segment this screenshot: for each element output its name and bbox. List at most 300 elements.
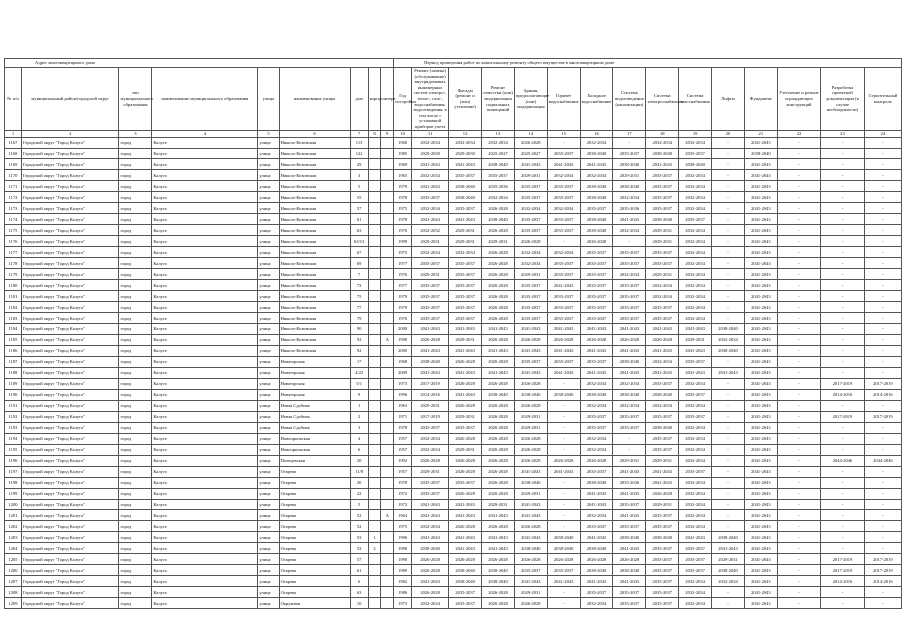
cell-period: - bbox=[864, 247, 901, 258]
cell-period: 2026-2028 bbox=[449, 455, 482, 466]
cell-id: 1206 bbox=[5, 565, 22, 576]
cell-id: 1205 bbox=[5, 554, 22, 565]
cell-period: - bbox=[547, 411, 580, 422]
cell-period: 2017-2019 bbox=[864, 554, 901, 565]
cell-period: 2026-2028 bbox=[482, 225, 515, 236]
cell-period: - bbox=[821, 192, 864, 203]
cell-period: 2017-2019 bbox=[821, 411, 864, 422]
cell-st: улица bbox=[258, 214, 279, 225]
cell-st: улица bbox=[258, 499, 279, 510]
cell-period: 2032-2034 bbox=[712, 334, 745, 345]
cell-period: 2035-2037 bbox=[412, 313, 449, 324]
cell-year: 2009 bbox=[394, 367, 412, 378]
cell-period: 2041-2043 bbox=[646, 159, 679, 170]
cell-period: 2038-2040 bbox=[613, 159, 646, 170]
cell-period: 2035-2037 bbox=[412, 302, 449, 313]
cell-id: 1188 bbox=[5, 367, 22, 378]
cell-period: - bbox=[821, 433, 864, 444]
cell-period: 2038-2040 bbox=[514, 389, 547, 400]
cell-period: 2026-2028 bbox=[482, 521, 515, 532]
column-number: 13 bbox=[482, 130, 515, 137]
cell-period: - bbox=[547, 378, 580, 389]
cell-period: 2035-2037 bbox=[482, 170, 515, 181]
cell-period: 2026-2028 bbox=[514, 455, 547, 466]
cell-lit bbox=[381, 554, 394, 565]
column-number: 14 bbox=[514, 130, 547, 137]
cell-period: - bbox=[712, 433, 745, 444]
cell-period: 2035-2037 bbox=[613, 148, 646, 159]
cell-name: Калуга bbox=[152, 422, 258, 433]
cell-k bbox=[368, 455, 381, 466]
cell-period: 2026-2028 bbox=[482, 356, 515, 367]
cell-year: 1996 bbox=[394, 389, 412, 400]
cell-k bbox=[368, 302, 381, 313]
cell-period: - bbox=[777, 334, 820, 345]
cell-period: 2032-2034 bbox=[412, 203, 449, 214]
cell-period: 2026-2028 bbox=[580, 334, 613, 345]
cell-street: Николо-Козинская bbox=[279, 225, 350, 236]
cell-house: 52 bbox=[350, 521, 368, 532]
cell-k bbox=[368, 203, 381, 214]
table-row bbox=[5, 269, 902, 280]
cell-year: 1989 bbox=[394, 565, 412, 576]
cell-period: - bbox=[821, 214, 864, 225]
column-number: 5 bbox=[258, 130, 279, 137]
cell-period: 2041-2043 bbox=[613, 510, 646, 521]
cell-type: город bbox=[119, 587, 152, 598]
cell-period: 2032-2034 bbox=[679, 576, 712, 587]
cell-period: 2035-2037 bbox=[613, 499, 646, 510]
cell-period: 2032-2034 bbox=[679, 170, 712, 181]
cell-mun: Городской округ "Город Калуга" bbox=[21, 269, 119, 280]
column-header: № п/п bbox=[5, 68, 22, 131]
cell-period: 2032-2034 bbox=[613, 378, 646, 389]
cell-period: 2038-2040 bbox=[613, 356, 646, 367]
column-number: 19 bbox=[679, 130, 712, 137]
cell-period: 2035-2037 bbox=[613, 280, 646, 291]
column-number: 10 bbox=[394, 130, 412, 137]
cell-k bbox=[368, 510, 381, 521]
cell-st: улица bbox=[258, 488, 279, 499]
cell-street: Огарева bbox=[279, 510, 350, 521]
cell-period: 2017-2019 bbox=[821, 378, 864, 389]
cell-year: 1965 bbox=[394, 170, 412, 181]
cell-type: город bbox=[119, 422, 152, 433]
cell-type: город bbox=[119, 565, 152, 576]
cell-mun: Городской округ "Город Калуга" bbox=[21, 433, 119, 444]
cell-period: 2026-2028 bbox=[482, 280, 515, 291]
cell-period: 2041-2043 bbox=[482, 367, 515, 378]
cell-period: 2038-2040 bbox=[547, 532, 580, 543]
cell-period: 2041-2043 bbox=[514, 532, 547, 543]
cell-street: Николо-Козинская bbox=[279, 170, 350, 181]
cell-lit bbox=[381, 576, 394, 587]
cell-period: - bbox=[712, 148, 745, 159]
cell-year: 1999 bbox=[394, 236, 412, 247]
table-row bbox=[5, 324, 902, 335]
cell-house: 1 bbox=[350, 400, 368, 411]
cell-id: 1208 bbox=[5, 587, 22, 598]
cell-period: 2041-2043 bbox=[613, 367, 646, 378]
cell-street: Николо-Козинская bbox=[279, 280, 350, 291]
cell-period: - bbox=[821, 334, 864, 345]
cell-k bbox=[368, 466, 381, 477]
cell-lit bbox=[381, 181, 394, 192]
cell-period: - bbox=[864, 521, 901, 532]
cell-id: 1203 bbox=[5, 532, 22, 543]
cell-type: город bbox=[119, 510, 152, 521]
cell-year: 1968 bbox=[394, 356, 412, 367]
cell-period: 2044-2046 bbox=[864, 455, 901, 466]
cell-period: 2026-2028 bbox=[412, 334, 449, 345]
cell-type: город bbox=[119, 258, 152, 269]
column-header: Холодное водоснабжение bbox=[580, 68, 613, 131]
cell-period: 2035-2037 bbox=[613, 422, 646, 433]
cell-period: - bbox=[547, 433, 580, 444]
cell-period: 2035-2037 bbox=[449, 422, 482, 433]
cell-period: 2041-2043 bbox=[613, 576, 646, 587]
cell-period: 2041-2043 bbox=[679, 345, 712, 356]
cell-period: 2032-2034 bbox=[646, 291, 679, 302]
cell-mun: Городской округ "Город Калуга" bbox=[21, 466, 119, 477]
cell-lit bbox=[381, 488, 394, 499]
cell-k bbox=[368, 378, 381, 389]
cell-type: город bbox=[119, 455, 152, 466]
table-row bbox=[5, 532, 902, 543]
cell-period: 2038-2040 bbox=[412, 356, 449, 367]
cell-period: 2026-2028 bbox=[547, 455, 580, 466]
cell-period: - bbox=[712, 466, 745, 477]
cell-period: 2035-2037 bbox=[547, 302, 580, 313]
cell-period: 2035-2037 bbox=[547, 291, 580, 302]
cell-period: - bbox=[821, 269, 864, 280]
cell-period: 2026-2028 bbox=[482, 554, 515, 565]
table-row bbox=[5, 466, 902, 477]
cell-period: 2041-2043 bbox=[646, 345, 679, 356]
cell-period: 2038-2040 bbox=[712, 345, 745, 356]
column-number-row bbox=[5, 130, 902, 137]
cell-street: Новаторская bbox=[279, 389, 350, 400]
cell-lit bbox=[381, 159, 394, 170]
cell-period: 2035-2037 bbox=[412, 258, 449, 269]
cell-period: 2029-2031 bbox=[514, 587, 547, 598]
table-row bbox=[5, 356, 902, 367]
cell-house: 67 bbox=[350, 247, 368, 258]
cell-period: 2032-2034 bbox=[412, 521, 449, 532]
cell-name: Калуга bbox=[152, 148, 258, 159]
cell-id: 1195 bbox=[5, 444, 22, 455]
cell-period: - bbox=[547, 488, 580, 499]
cell-period: 2026-2028 bbox=[482, 488, 515, 499]
cell-period: 2038-2040 bbox=[482, 565, 515, 576]
cell-period: 2035-2037 bbox=[547, 565, 580, 576]
cell-street: Новоприокская bbox=[279, 433, 350, 444]
cell-period: 2041-2043 bbox=[412, 159, 449, 170]
table-row bbox=[5, 543, 902, 554]
cell-period: 2026-2028 bbox=[482, 598, 515, 609]
cell-period: 2032-2034 bbox=[547, 203, 580, 214]
cell-period: 2041-2043 bbox=[744, 598, 777, 609]
cell-type: город bbox=[119, 159, 152, 170]
table-row bbox=[5, 214, 902, 225]
cell-period: 2041-2043 bbox=[712, 543, 745, 554]
cell-id: 1200 bbox=[5, 499, 22, 510]
table-row bbox=[5, 236, 902, 247]
cell-mun: Городской округ "Город Калуга" bbox=[21, 422, 119, 433]
cell-period: - bbox=[821, 488, 864, 499]
cell-id: 1186 bbox=[5, 345, 22, 356]
cell-period: 2041-2043 bbox=[613, 214, 646, 225]
cell-lit bbox=[381, 598, 394, 609]
cell-street: Николо-Козинская bbox=[279, 247, 350, 258]
cell-period: 2038-2040 bbox=[482, 389, 515, 400]
cell-lit bbox=[381, 543, 394, 554]
cell-period: 2035-2037 bbox=[580, 587, 613, 598]
cell-period: 2029-2031 bbox=[646, 455, 679, 466]
cell-street: Огарева bbox=[279, 532, 350, 543]
cell-lit bbox=[381, 499, 394, 510]
cell-id: 1190 bbox=[5, 389, 22, 400]
cell-st: улица bbox=[258, 422, 279, 433]
cell-period: 2026-2028 bbox=[580, 554, 613, 565]
cell-name: Калуга bbox=[152, 378, 258, 389]
cell-st: улица bbox=[258, 137, 279, 148]
cell-lit bbox=[381, 466, 394, 477]
cell-k bbox=[368, 170, 381, 181]
cell-period: - bbox=[864, 192, 901, 203]
cell-period: 2035-2037 bbox=[646, 378, 679, 389]
cell-name: Калуга bbox=[152, 499, 258, 510]
cell-period: 2038-2040 bbox=[580, 477, 613, 488]
cell-mun: Городской округ "Город Калуга" bbox=[21, 378, 119, 389]
cell-period: 2041-2043 bbox=[580, 499, 613, 510]
cell-name: Калуга bbox=[152, 269, 258, 280]
cell-period: 2014-2016 bbox=[821, 389, 864, 400]
cell-period: 2035-2037 bbox=[412, 192, 449, 203]
cell-period: 2035-2037 bbox=[514, 565, 547, 576]
cell-year: 1978 bbox=[394, 477, 412, 488]
cell-year: 1957 bbox=[394, 466, 412, 477]
cell-period: 2038-2040 bbox=[646, 148, 679, 159]
cell-lit bbox=[381, 411, 394, 422]
cell-type: город bbox=[119, 411, 152, 422]
cell-id: 1171 bbox=[5, 181, 22, 192]
cell-period: - bbox=[712, 499, 745, 510]
cell-mun: Городской округ "Город Калуга" bbox=[21, 181, 119, 192]
table-row bbox=[5, 378, 902, 389]
table-row bbox=[5, 159, 902, 170]
cell-st: улица bbox=[258, 598, 279, 609]
cell-k bbox=[368, 477, 381, 488]
cell-year: 1975 bbox=[394, 203, 412, 214]
cell-period: 2041-2043 bbox=[744, 587, 777, 598]
cell-name: Калуга bbox=[152, 302, 258, 313]
cell-name: Калуга bbox=[152, 214, 258, 225]
cell-period: 2035-2037 bbox=[449, 258, 482, 269]
cell-period: 2032-2034 bbox=[679, 433, 712, 444]
cell-period: - bbox=[821, 477, 864, 488]
cell-year: 1977 bbox=[394, 280, 412, 291]
table-row bbox=[5, 225, 902, 236]
cell-lit bbox=[381, 345, 394, 356]
cell-period: 2035-2037 bbox=[580, 269, 613, 280]
cell-period: - bbox=[547, 587, 580, 598]
cell-street: Новая Сдобная bbox=[279, 411, 350, 422]
cell-period: 2035-2037 bbox=[547, 225, 580, 236]
cell-mun: Городской округ "Город Калуга" bbox=[21, 543, 119, 554]
cell-period: 2026-2028 bbox=[482, 313, 515, 324]
cell-year: 1979 bbox=[394, 302, 412, 313]
cell-period: - bbox=[712, 477, 745, 488]
table-row bbox=[5, 411, 902, 422]
cell-st: улица bbox=[258, 433, 279, 444]
cell-house: 7 bbox=[350, 269, 368, 280]
cell-mun: Городской округ "Город Калуга" bbox=[21, 203, 119, 214]
cell-mun: Городской округ "Город Калуга" bbox=[21, 455, 119, 466]
cell-period: 2041-2043 bbox=[449, 214, 482, 225]
cell-period: 2038-2040 bbox=[482, 576, 515, 587]
cell-year: 1960 bbox=[394, 137, 412, 148]
column-number: 22 bbox=[777, 130, 820, 137]
cell-period: - bbox=[712, 203, 745, 214]
cell-period: - bbox=[547, 236, 580, 247]
cell-period: 2038-2040 bbox=[646, 389, 679, 400]
table-body bbox=[5, 137, 902, 609]
cell-year: 1972 bbox=[394, 499, 412, 510]
cell-period: 2035-2037 bbox=[514, 280, 547, 291]
cell-id: 1184 bbox=[5, 324, 22, 335]
cell-period: 2032-2032 bbox=[412, 225, 449, 236]
cell-period: 2038-2040 bbox=[514, 477, 547, 488]
column-number: 17 bbox=[613, 130, 646, 137]
schedule-group-header: Период проведения работ по капитальному ремонту общего имущества в многоквартирном доме bbox=[394, 59, 902, 68]
cell-period: 2032-2034 bbox=[412, 433, 449, 444]
cell-year: 1986 bbox=[394, 587, 412, 598]
cell-period: - bbox=[777, 345, 820, 356]
cell-period: 2041-2043 bbox=[514, 345, 547, 356]
cell-period: 2035-2037 bbox=[646, 192, 679, 203]
cell-period: 2035-2037 bbox=[679, 565, 712, 576]
cell-street: Николо-Козинская bbox=[279, 203, 350, 214]
cell-period: 2038-2040 bbox=[712, 565, 745, 576]
cell-period: 2029-2031 bbox=[646, 225, 679, 236]
cell-period: 2026-2028 bbox=[449, 400, 482, 411]
cell-period: - bbox=[777, 367, 820, 378]
cell-lit bbox=[381, 225, 394, 236]
cell-id: 1204 bbox=[5, 543, 22, 554]
cell-period: - bbox=[777, 258, 820, 269]
cell-period: - bbox=[777, 400, 820, 411]
cell-period: 2041-2043 bbox=[744, 510, 777, 521]
cell-period: - bbox=[777, 159, 820, 170]
cell-period: 2041-2043 bbox=[744, 433, 777, 444]
cell-period: 2026-2028 bbox=[547, 554, 580, 565]
cell-period: 2014-2016 bbox=[864, 576, 901, 587]
cell-period: - bbox=[821, 345, 864, 356]
cell-name: Калуга bbox=[152, 576, 258, 587]
cell-house: 5 bbox=[350, 181, 368, 192]
cell-k bbox=[368, 400, 381, 411]
cell-house: 90 bbox=[350, 324, 368, 335]
cell-period: - bbox=[821, 543, 864, 554]
cell-period: 2035-2037 bbox=[679, 554, 712, 565]
cell-period: 2041-2043 bbox=[412, 510, 449, 521]
cell-period: 2035-2037 bbox=[646, 433, 679, 444]
cell-period: 2032-2034 bbox=[646, 280, 679, 291]
cell-period: 2026-2028 bbox=[580, 455, 613, 466]
cell-st: улица bbox=[258, 148, 279, 159]
cell-period: 2026-2028 bbox=[514, 598, 547, 609]
column-header: литера bbox=[381, 68, 394, 131]
cell-period: 2041-2043 bbox=[547, 324, 580, 335]
cell-period: - bbox=[821, 280, 864, 291]
cell-period: - bbox=[821, 400, 864, 411]
cell-id: 1192 bbox=[5, 411, 22, 422]
cell-k bbox=[368, 576, 381, 587]
cell-st: улица bbox=[258, 356, 279, 367]
cell-period: - bbox=[777, 389, 820, 400]
cell-period: 2032-2034 bbox=[580, 433, 613, 444]
cell-period: - bbox=[777, 247, 820, 258]
cell-period: - bbox=[777, 598, 820, 609]
cell-period: 2041-2043 bbox=[580, 367, 613, 378]
cell-lit bbox=[381, 247, 394, 258]
cell-k bbox=[368, 598, 381, 609]
cell-period: 2026-2028 bbox=[449, 466, 482, 477]
table-row bbox=[5, 477, 902, 488]
cell-type: город bbox=[119, 345, 152, 356]
cell-k bbox=[368, 367, 381, 378]
table-row bbox=[5, 598, 902, 609]
cell-period: 2038-2040 bbox=[412, 543, 449, 554]
cell-period: - bbox=[777, 455, 820, 466]
cell-period: 2032-2034 bbox=[613, 192, 646, 203]
cell-period: 2029-2031 bbox=[679, 334, 712, 345]
cell-name: Калуга bbox=[152, 455, 258, 466]
cell-period: 2038-2040 bbox=[580, 214, 613, 225]
column-number: 9 bbox=[381, 130, 394, 137]
cell-house: 63 bbox=[350, 225, 368, 236]
cell-period: 2026-2028 bbox=[514, 400, 547, 411]
column-header: Здания, предполагающие (или) модернизация bbox=[514, 68, 547, 131]
cell-period: 2041-2043 bbox=[547, 466, 580, 477]
cell-period: - bbox=[864, 444, 901, 455]
cell-k bbox=[368, 313, 381, 324]
cell-period: 2017-2019 bbox=[864, 565, 901, 576]
table-row bbox=[5, 521, 902, 532]
cell-period: 2026-2028 bbox=[449, 356, 482, 367]
cell-name: Калуга bbox=[152, 400, 258, 411]
cell-mun: Городской округ "Город Калуга" bbox=[21, 598, 119, 609]
cell-street: Николо-Козинская bbox=[279, 192, 350, 203]
cell-k bbox=[368, 499, 381, 510]
cell-period: 2041-2043 bbox=[613, 466, 646, 477]
cell-period: 2026-2028 bbox=[449, 488, 482, 499]
cell-period: 2017-2019 bbox=[821, 554, 864, 565]
cell-mun: Городской округ "Город Калуга" bbox=[21, 345, 119, 356]
cell-k bbox=[368, 214, 381, 225]
cell-period: 2035-2037 bbox=[679, 148, 712, 159]
column-header: Разработка проектной документации (в случае необходимости) bbox=[821, 68, 864, 131]
cell-period: 2041-2043 bbox=[449, 532, 482, 543]
cell-period: 2041-2043 bbox=[580, 324, 613, 335]
cell-period: 2038-2040 bbox=[580, 389, 613, 400]
cell-street: Огарева bbox=[279, 576, 350, 587]
cell-street: Николо-Козинская bbox=[279, 269, 350, 280]
cell-period: 2041-2043 bbox=[514, 159, 547, 170]
cell-house: 79 bbox=[350, 313, 368, 324]
cell-period: 2032-2034 bbox=[679, 510, 712, 521]
